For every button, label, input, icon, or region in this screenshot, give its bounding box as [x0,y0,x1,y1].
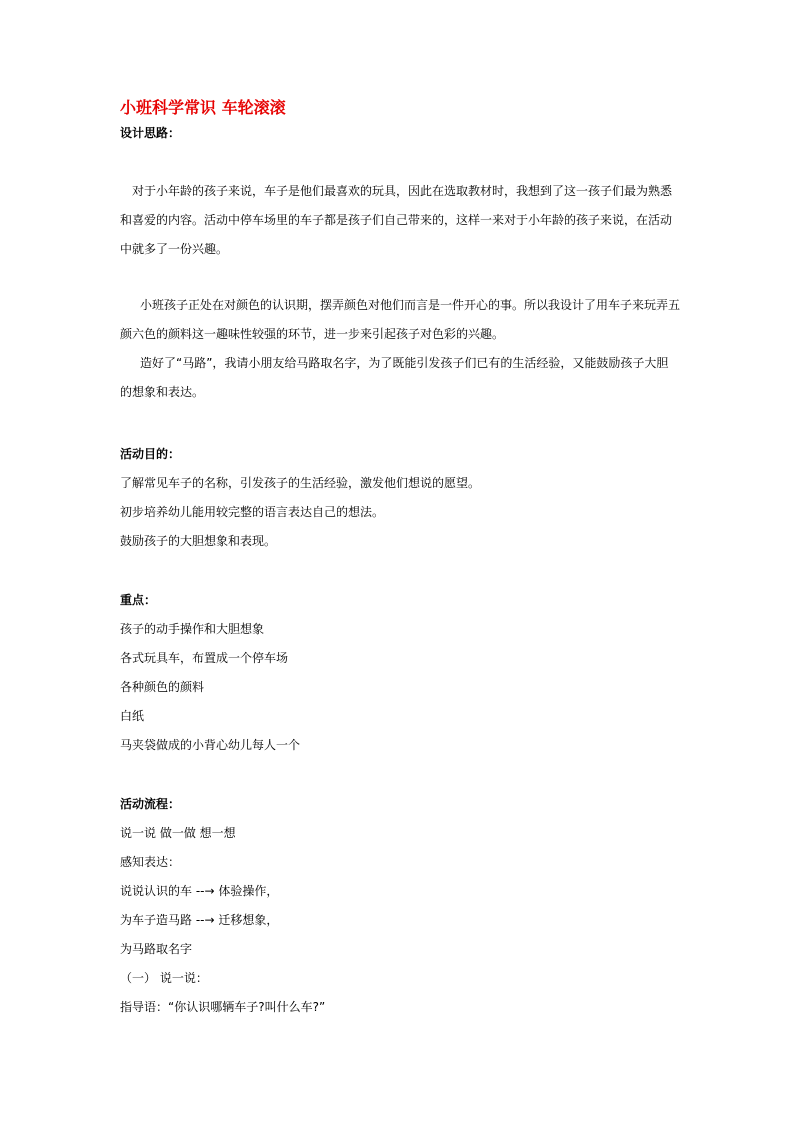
key-heading: 重点： [120,593,157,607]
key-item: 孩子的动手操作和大胆想象 [120,622,265,636]
goal-item: 了解常见车子的名称，引发孩子的生活经验，激发他们想说的愿望。 [120,476,481,490]
process-item: 说一说 做一做 想一想 [120,826,236,840]
key-item: 各种颜色的颜料 [120,680,205,694]
process-heading: 活动流程： [120,797,181,811]
goal-item: 鼓励孩子的大胆想象和表现。 [120,534,277,548]
key-item: 白纸 [120,709,145,723]
design-paragraph-2 [120,291,680,407]
process-item: 为车子造马路 --→ 迁移想象， [120,913,279,927]
process-item: 感知表达： [120,855,181,869]
key-item: 马夹袋做成的小背心幼儿每人一个 [120,738,301,752]
design-paragraph-2-text: 小班孩子正处在对颜色的认识期，摆弄颜色对他们而言是一件开心的事。所以我设计了用车子来玩弄五颜六色的颜料这一趣味性较强的环节，进一步来引起孩子对色彩的兴趣。 [120,298,681,341]
goal-item: 初步培养幼儿能用较完整的语言表达自己的想法。 [120,505,385,519]
process-item: 说说认识的车 --→ 体验操作， [120,884,279,898]
design-heading: 设计思路： [120,126,181,140]
document-title: 小班科学常识 车轮滚滚 [120,98,286,117]
design-paragraph-3-text: 造好了“马路”，我请小朋友给马路取名字，为了既能引发孩子们已有的生活经验，又能鼓励孩子大胆的想象和表达。 [120,356,669,399]
process-item: 指导语：“你认识哪辆车子?叫什么车?” [120,1000,326,1014]
process-item: （一） 说一说： [120,971,208,985]
design-paragraph-1 [120,177,680,264]
process-item: 为马路取名字 [120,942,193,956]
design-paragraph-1-text: 对于小年龄的孩子来说，车子是他们最喜欢的玩具，因此在选取教材时，我想到了这一孩子们最为熟悉和喜爱的内容。活动中停车场里的车子都是孩子们自己带来的，这样一来对于小年龄的孩子来说，在活动中就多了一份兴趣。 [120,184,673,256]
goals-heading: 活动目的： [120,447,181,461]
key-item: 各式玩具车，布置成一个停车场 [120,651,289,665]
